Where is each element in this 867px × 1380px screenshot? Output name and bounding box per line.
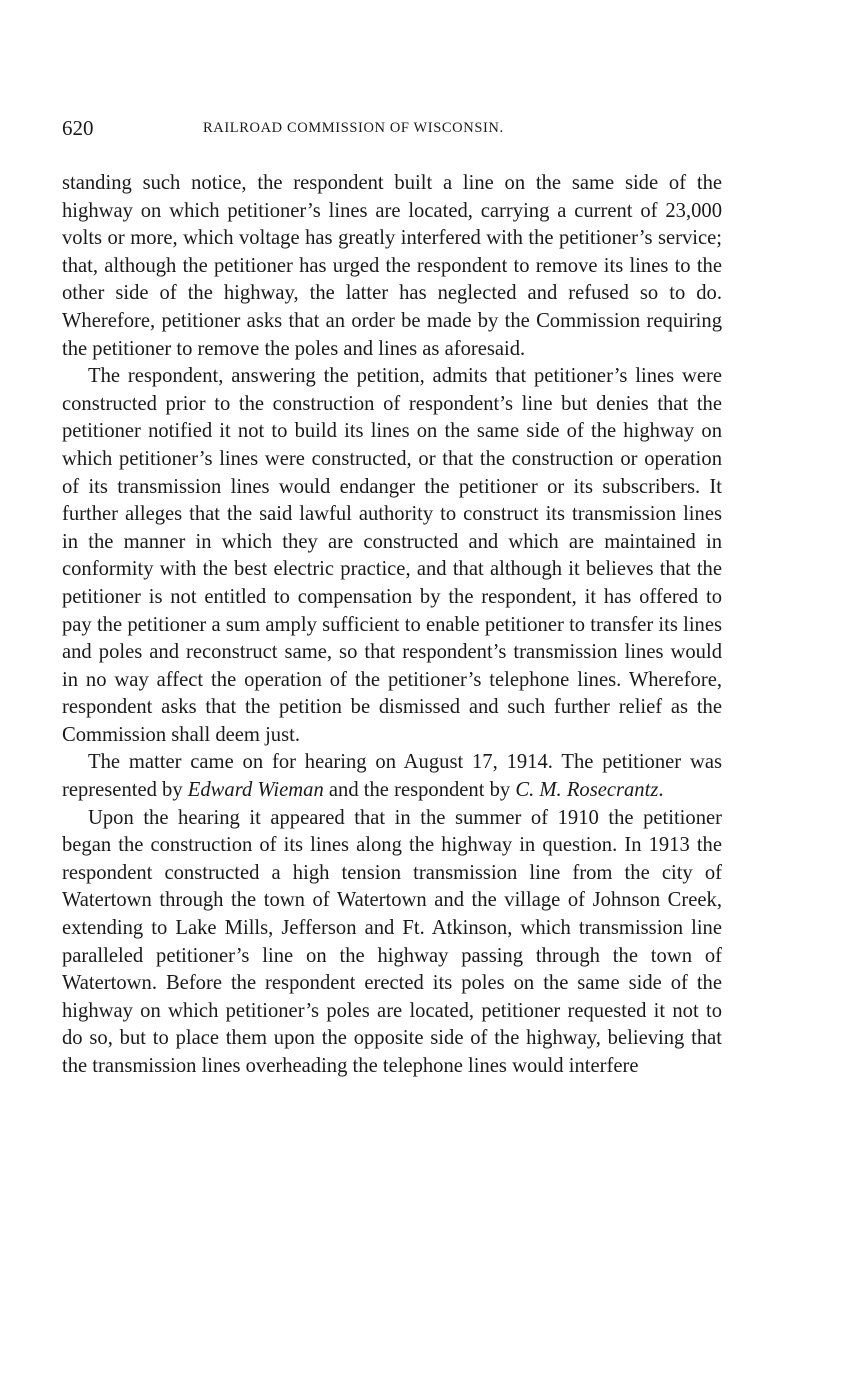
paragraph-respondent-answer: The respondent, answering the petition, admits that petitioner’s lines were constructed prior to the construction of respondent’s line but denies that the petitioner notified it not to build its lines on the same side of the highway on which petitioner’s lines were constructed, or that the construction or operation of its transmission lines would endanger the petitioner or its subscribers. It further alleges that the said lawful authority to construct its transmission lines in the manner in which they are constructed and which are maintained in conformity with the best electric practice, and that although it believes that the petitioner is not entitled to compensation by the respondent, it has offered to pay the petitioner a sum amply sufficient to enable petitioner to transfer its lines and poles and reconstruct same, so that respondent’s transmission lines would in no way affect the operation of the petitioner’s telephone lines. Wherefore, respondent asks that the petition be dismissed and such further relief as the Commission shall deem just. — [62, 365, 722, 746]
paragraph-findings: Upon the hearing it appeared that in the summer of 1910 the petitioner began the construction of its lines along the highway in question. In 1913 the respondent constructed a high tension transmission line from the city of Watertown through the town of Watertown and the village of Johnson Creek, extending to Lake Mills, Jefferson and Ft. Atkinson, which transmission line paralleled petitioner’s line on the highway passing through the town of Watertown. Before the respondent erected its poles on the same side of the highway on which petitioner’s poles are located, petitioner requested it not to do so, but to place them upon the opposite side of the highway, believing that the transmission lines overheading the telephone lines would interfere — [62, 806, 722, 1077]
respondent-counsel: C. M. Rosecrantz — [515, 779, 659, 802]
paragraph-petition-continued: standing such notice, the respondent built a line on the same side of the highway on which petitioner’s lines are located, carrying a current of 23,000 volts or more, which voltage has greatly interfered with the petitioner’s service; that, although the petitioner has urged the respondent to remove its lines to the other side of the highway, the latter has neglected and refused so to do. Wherefore, petitioner asks that an order be made by the Commission requiring the petitioner to remove the poles and lines as aforesaid. — [62, 172, 722, 360]
petitioner-counsel: Edward Wieman — [187, 779, 324, 802]
page-header — [62, 116, 562, 146]
body-text — [62, 170, 722, 1081]
paragraph-hearing — [62, 749, 722, 804]
running-head: RAILROAD COMMISSION OF WISCONSIN. — [203, 120, 504, 136]
page-number: 620 — [62, 116, 94, 140]
hearing-text-middle: and the respondent by — [323, 779, 516, 802]
hearing-text-after: . — [658, 779, 664, 802]
hearing-text-before: The matter came on for hearing on August 17, 1914. The petitioner was represented by — [62, 751, 722, 802]
